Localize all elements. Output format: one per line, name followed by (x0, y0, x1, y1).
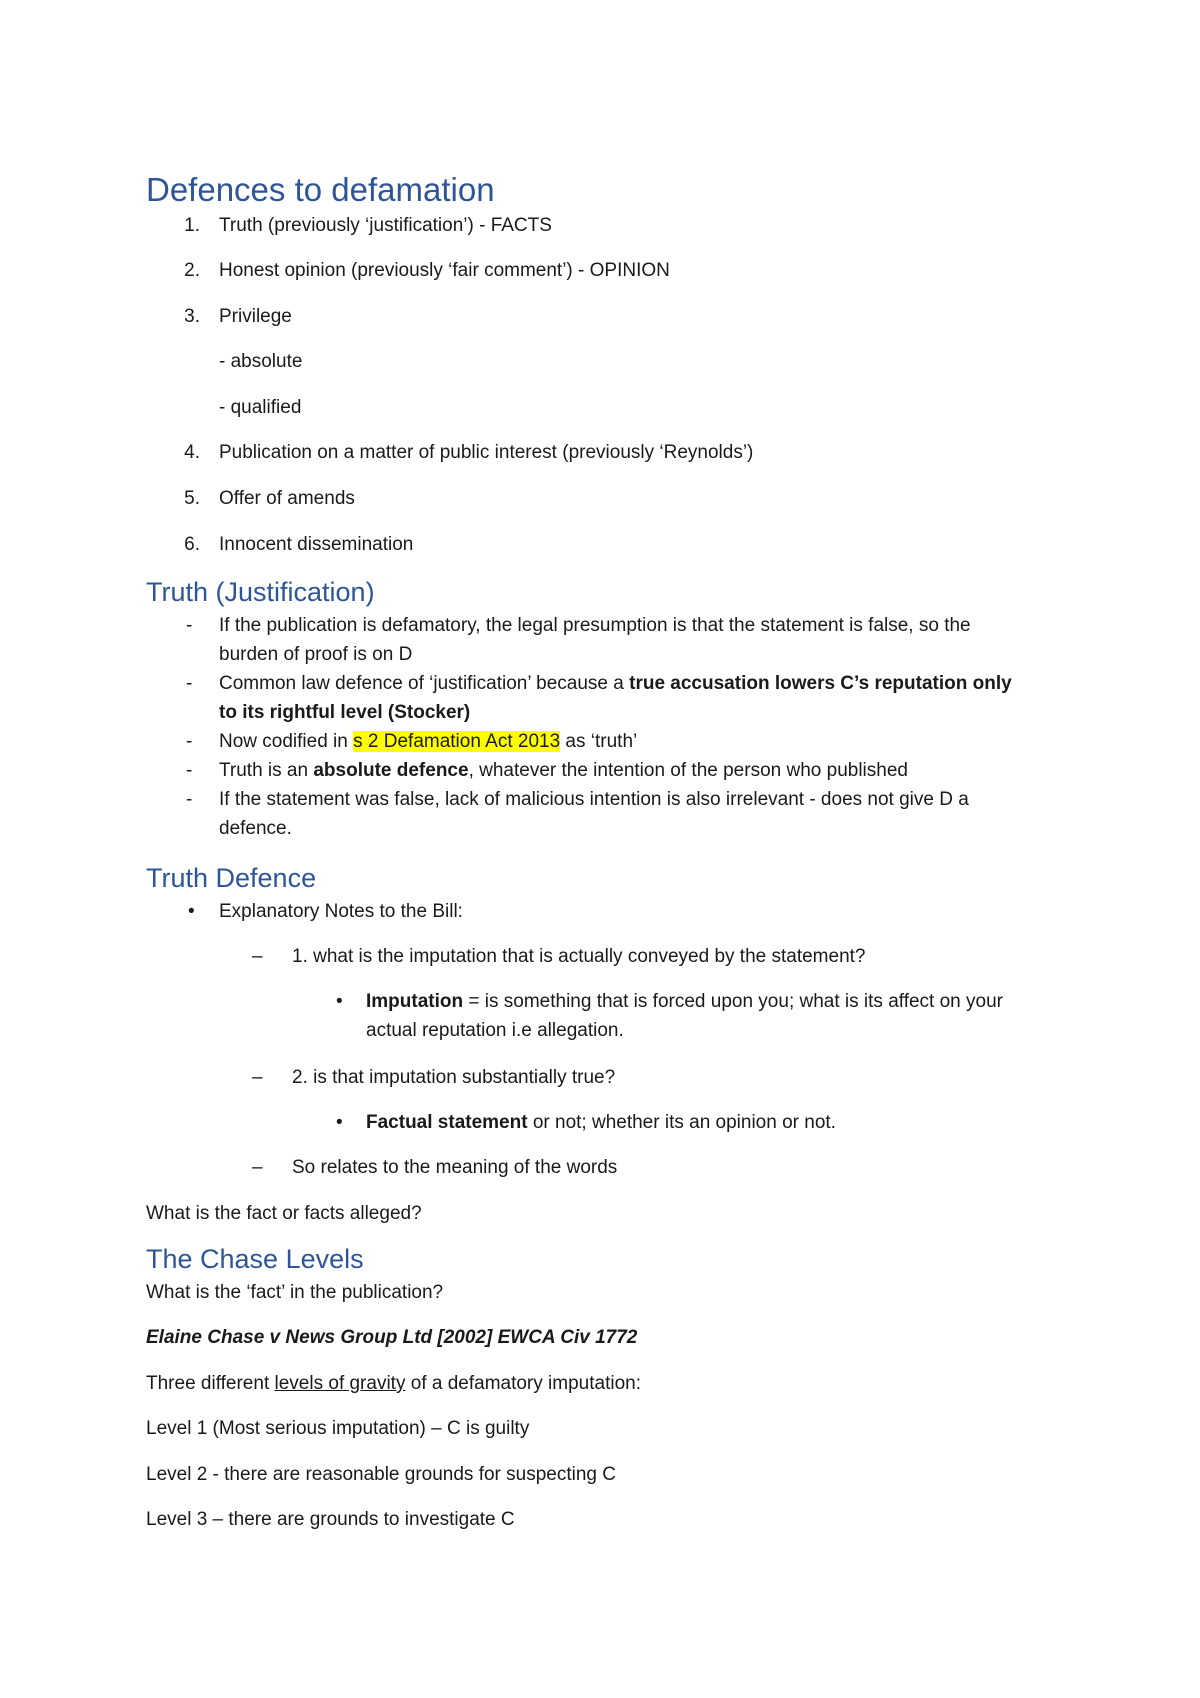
bullet-text: defence. (219, 818, 292, 839)
list-text: Innocent dissemination (219, 534, 414, 555)
bullet-text: Common law defence of ‘justification’ because a true accusation lowers C’s reputation only (219, 673, 1012, 694)
list-number: 2. (184, 260, 200, 281)
outline-text: So relates to the meaning of the words (292, 1157, 618, 1178)
list-number: 4. (184, 442, 200, 463)
section-heading-chase-levels: The Chase Levels (146, 1244, 364, 1274)
list-number: 1. (184, 215, 200, 236)
paragraph-level-3: Level 3 – there are grounds to investigate C (146, 1509, 515, 1530)
list-text: Privilege (219, 306, 292, 327)
paragraph: What is the fact or facts alleged? (146, 1203, 422, 1224)
paragraph: What is the ‘fact’ in the publication? (146, 1282, 444, 1303)
list-text: Publication on a matter of public interest (previously ‘Reynolds’) (219, 442, 754, 463)
dash-marker: – (252, 1067, 263, 1088)
list-number: 6. (184, 534, 200, 555)
dash-marker: - (186, 789, 193, 810)
highlighted-citation: s 2 Defamation Act 2013 (353, 731, 561, 752)
bullet-marker: • (188, 901, 195, 922)
page-title: Defences to defamation (146, 171, 495, 208)
paragraph-level-2: Level 2 - there are reasonable grounds for suspecting C (146, 1464, 616, 1485)
outline-text: actual reputation i.e allegation. (366, 1020, 624, 1041)
bullet-text: burden of proof is on D (219, 644, 413, 665)
bullet-text: If the statement was false, lack of malicious intention is also irrelevant - does not give D a (219, 789, 969, 810)
outline-text: 1. what is the imputation that is actually conveyed by the statement? (292, 946, 866, 967)
paragraph: Three different levels of gravity of a defamatory imputation: (146, 1373, 641, 1394)
privilege-absolute: - absolute (219, 351, 303, 372)
list-text: Offer of amends (219, 488, 355, 509)
bullet-text: Truth is an absolute defence, whatever the intention of the person who published (219, 760, 908, 781)
section-heading-truth-defence: Truth Defence (146, 863, 317, 893)
dash-marker: - (186, 615, 193, 636)
list-text: Truth (previously ‘justification’) - FACTS (219, 215, 552, 236)
dash-marker: – (252, 946, 263, 967)
bullet-text: Now codified in s 2 Defamation Act 2013 as ‘truth’ (219, 731, 638, 752)
bullet-marker: • (336, 991, 343, 1012)
dash-marker: - (186, 760, 193, 781)
bullet-marker: • (336, 1112, 343, 1133)
bullet-text: to its rightful level (Stocker) (219, 702, 471, 723)
privilege-qualified: - qualified (219, 397, 302, 418)
bullet-text: If the publication is defamatory, the legal presumption is that the statement is false, so the (219, 615, 971, 636)
list-number: 3. (184, 306, 200, 327)
outline-text: Explanatory Notes to the Bill: (219, 901, 463, 922)
dash-marker: – (252, 1157, 263, 1178)
outline-text: 2. is that imputation substantially true? (292, 1067, 616, 1088)
list-number: 5. (184, 488, 200, 509)
dash-marker: - (186, 731, 193, 752)
dash-marker: - (186, 673, 193, 694)
section-heading-truth-justification: Truth (Justification) (146, 577, 375, 607)
case-citation: Elaine Chase v News Group Ltd [2002] EWCA Civ 1772 (146, 1327, 638, 1348)
paragraph-level-1: Level 1 (Most serious imputation) – C is guilty (146, 1418, 530, 1439)
outline-text: Factual statement or not; whether its an opinion or not. (366, 1112, 836, 1133)
outline-text: Imputation = is something that is forced upon you; what is its affect on your (366, 991, 1003, 1012)
list-text: Honest opinion (previously ‘fair comment’) - OPINION (219, 260, 670, 281)
